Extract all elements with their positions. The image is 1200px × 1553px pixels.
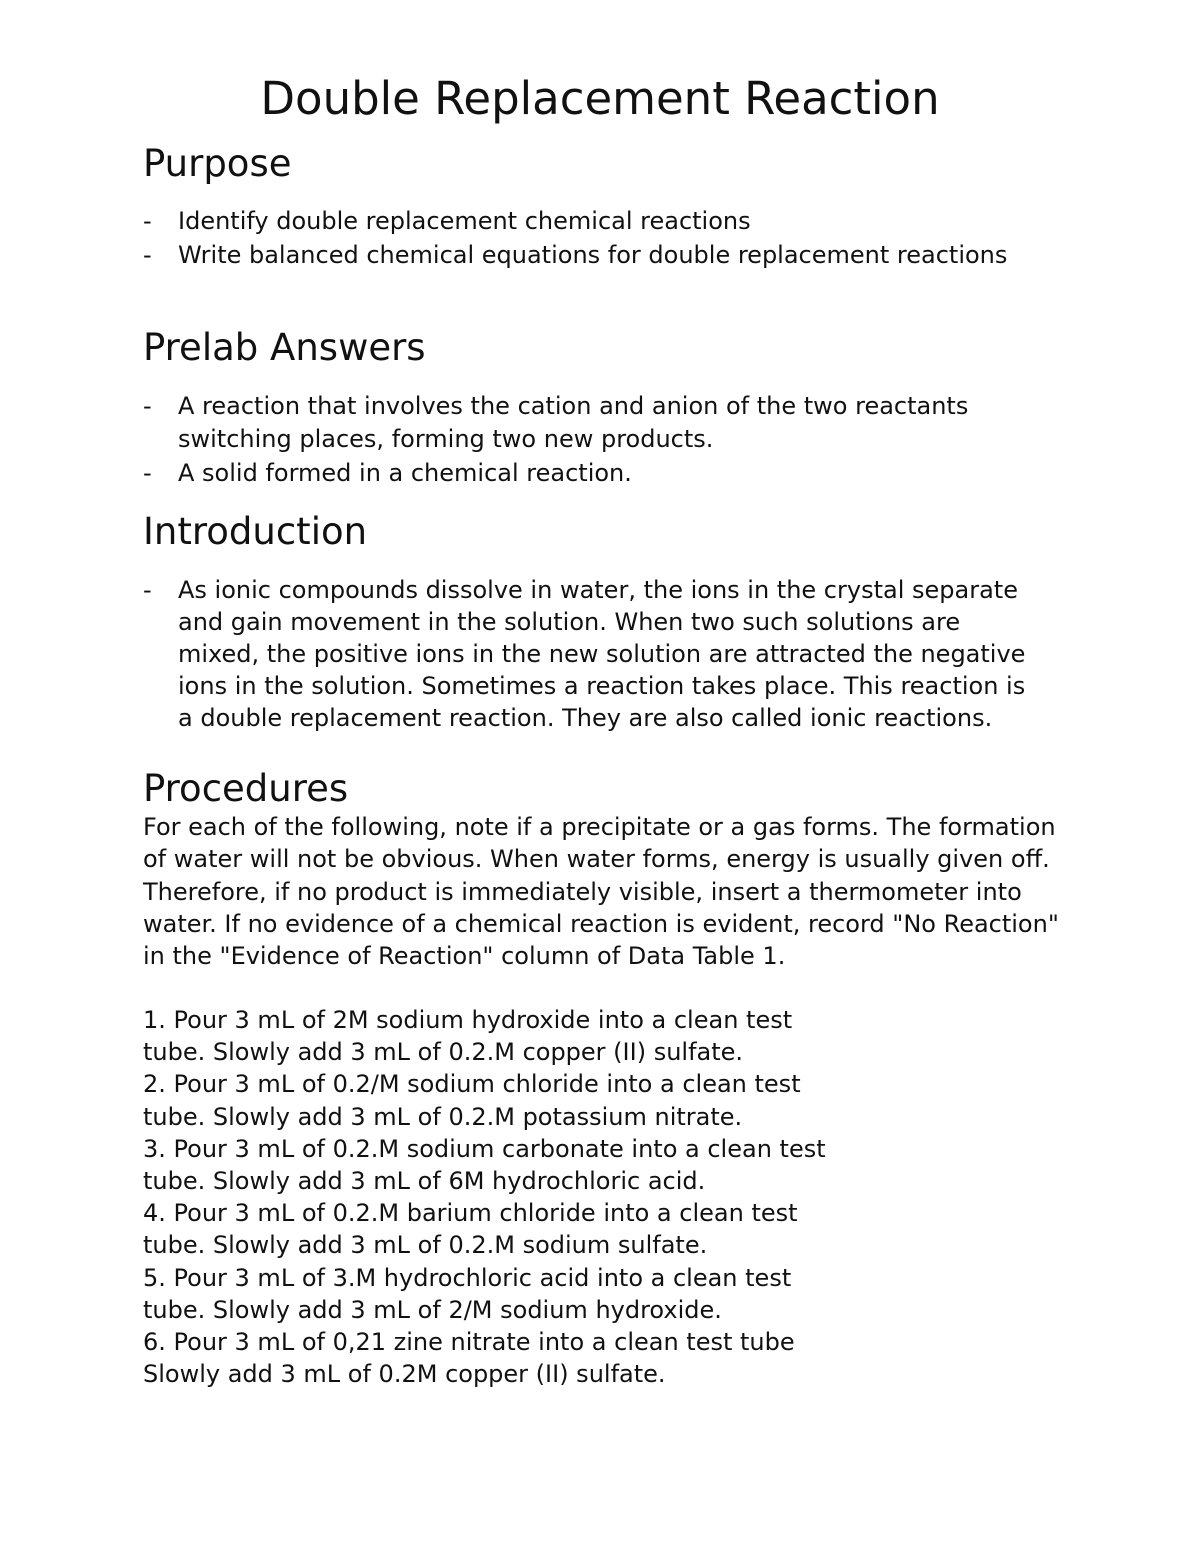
introduction-list	[143, 574, 1033, 735]
document-title: Double Replacement Reaction	[260, 72, 940, 125]
list-item-text: A reaction that involves the cation and anion of the two reactants switching places, forming two new products.	[178, 392, 969, 453]
list-item-text: Identify double replacement chemical reactions	[178, 207, 751, 235]
list-item	[143, 239, 1043, 272]
procedure-step	[143, 1262, 1068, 1326]
list-item	[143, 390, 1043, 456]
bullet-dash: -	[143, 207, 152, 235]
list-item-text: A solid formed in a chemical reaction.	[178, 459, 632, 487]
step-line: tube. Slowly add 3 mL of 0.2.M sodium sulfate.	[143, 1231, 708, 1260]
purpose-list	[143, 205, 1043, 273]
procedure-step	[143, 1133, 1068, 1197]
procedure-steps	[143, 1004, 1068, 1390]
procedure-step	[143, 1326, 1068, 1390]
bullet-dash: -	[143, 392, 152, 420]
prelab-list	[143, 390, 1043, 491]
list-item-text: As ionic compounds dissolve in water, the ions in the crystal separate and gain movement in the solution. When two such solutions are mixed, the positive ions in the new solution are attracted the negative ions in the solution. Sometimes a reaction takes place. This reaction is a double replacement reaction. They are also called ionic reactions.	[178, 576, 1026, 732]
step-line: tube. Slowly add 3 mL of 2/M sodium hydroxide.	[143, 1295, 722, 1324]
list-item-text: Write balanced chemical equations for double replacement reactions	[178, 241, 1008, 269]
bullet-dash: -	[143, 576, 152, 604]
procedures-heading: Procedures	[143, 767, 349, 810]
step-line: 5. Pour 3 mL of 3.M hydrochloric acid into a clean test	[143, 1263, 792, 1292]
list-item	[143, 574, 1033, 734]
step-line: 4. Pour 3 mL of 0.2.M barium chloride into a clean test	[143, 1199, 798, 1228]
prelab-heading: Prelab Answers	[143, 326, 426, 369]
step-line: 3. Pour 3 mL of 0.2.M sodium carbonate into a clean test	[143, 1134, 826, 1163]
procedures-intro: For each of the following, note if a precipitate or a gas forms. The formation of water will not be obvious. When water forms, energy is usually given off. Therefore, if no product is immediately visible, insert a thermometer into water. If no evidence of a chemical reaction is evident, record "No Reaction" in the "Evidence of Reaction" column of Data Table 1.	[143, 813, 1059, 971]
list-item	[143, 457, 1043, 490]
step-line: 6. Pour 3 mL of 0,21 zine nitrate into a clean test tube	[143, 1328, 795, 1357]
procedure-step	[143, 1068, 1068, 1132]
procedure-step	[143, 1197, 1068, 1261]
bullet-dash: -	[143, 241, 152, 269]
step-line: 1. Pour 3 mL of 2M sodium hydroxide into a clean test	[143, 1006, 793, 1034]
step-line: 2. Pour 3 mL of 0.2/M sodium chloride into a clean test	[143, 1070, 801, 1099]
purpose-heading: Purpose	[143, 142, 292, 185]
procedure-step	[143, 1004, 1068, 1068]
step-line: tube. Slowly add 3 mL of 0.2.M potassium nitrate.	[143, 1102, 743, 1131]
introduction-heading: Introduction	[143, 510, 368, 553]
step-line: tube. Slowly add 3 mL of 0.2.M copper (II) sulfate.	[143, 1038, 744, 1067]
list-item	[143, 205, 1043, 238]
step-line: Slowly add 3 mL of 0.2M copper (II) sulfate.	[143, 1360, 666, 1389]
step-line: tube. Slowly add 3 mL of 6M hydrochloric acid.	[143, 1167, 706, 1196]
bullet-dash: -	[143, 459, 152, 487]
